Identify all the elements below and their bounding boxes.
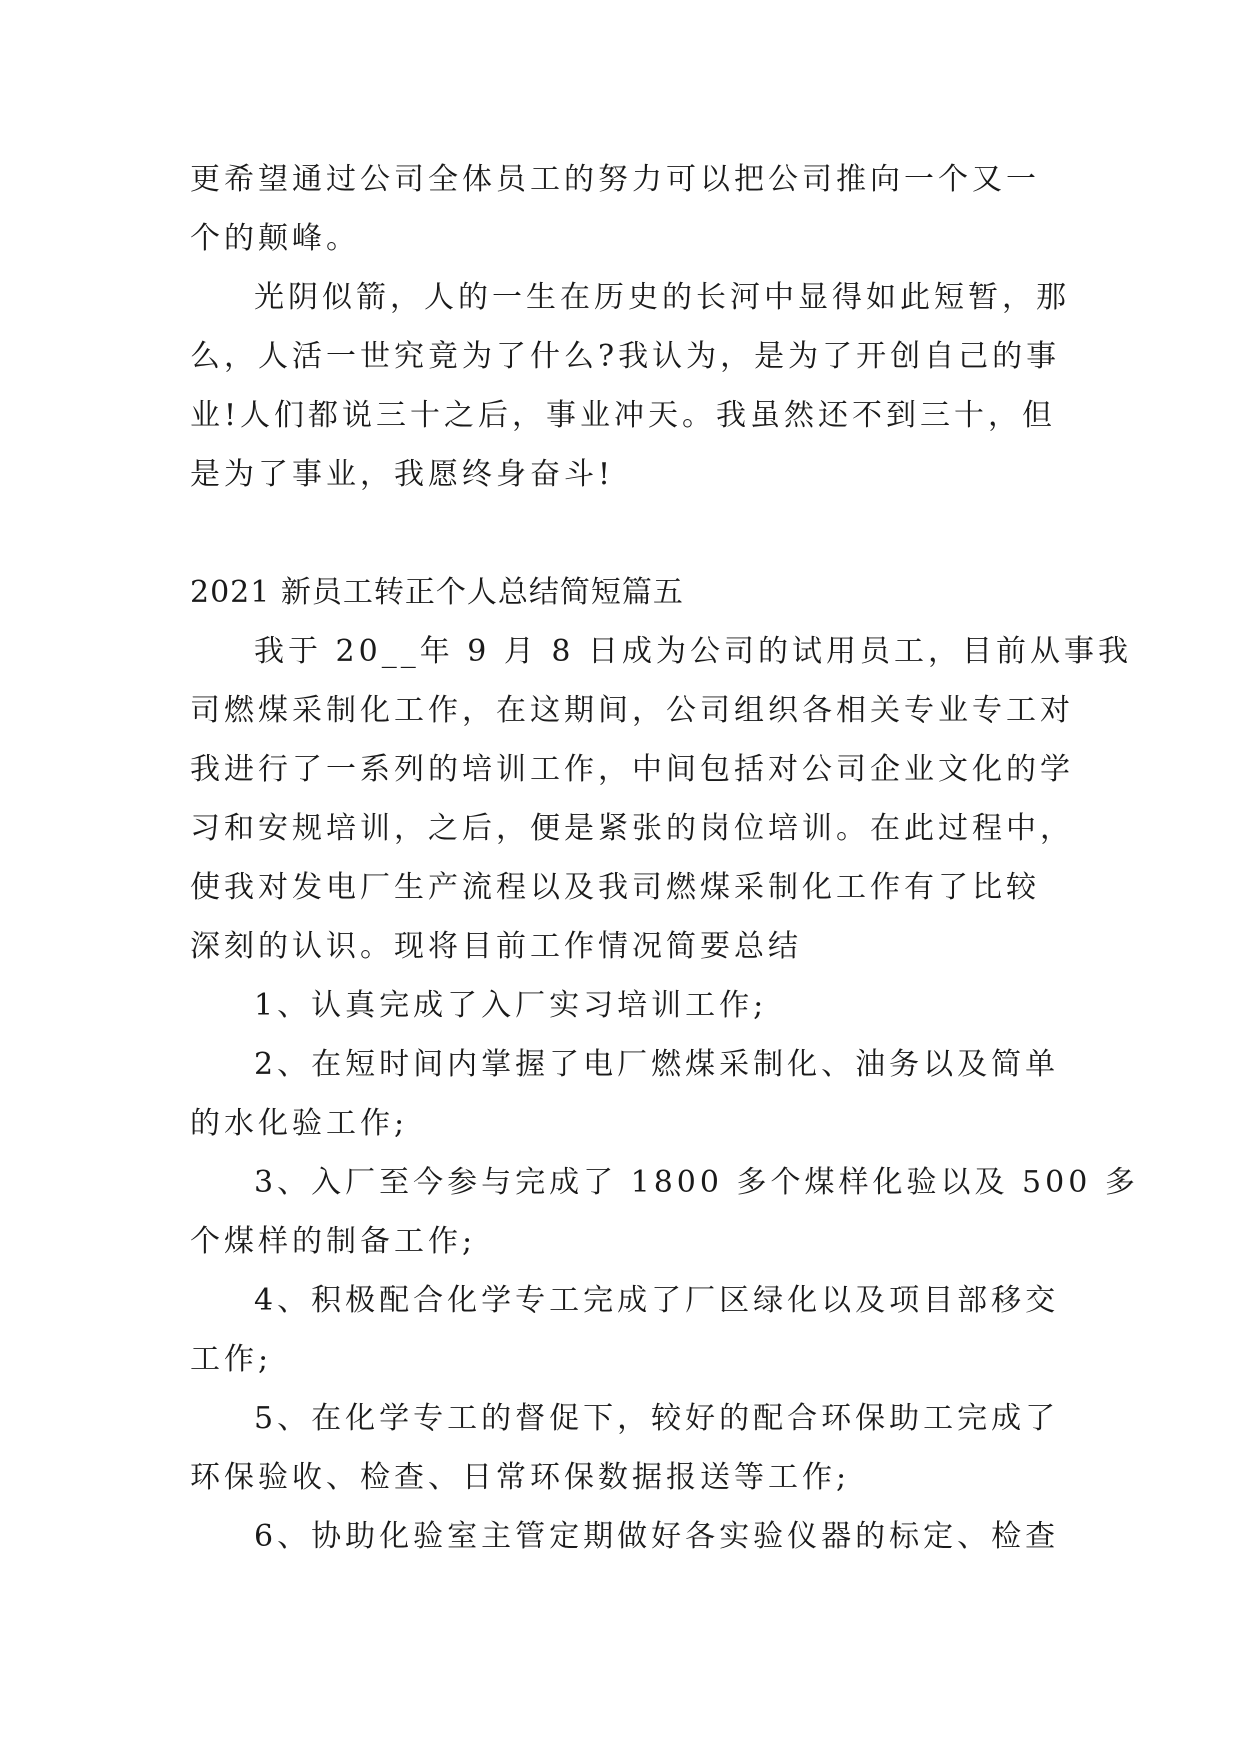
section-title: 2021 新员工转正个人总结简短篇五 (190, 575, 684, 610)
paragraph-line: 深刻的认识。现将目前工作情况简要总结 (190, 929, 802, 964)
paragraph-line: 习和安规培训，之后，便是紧张的岗位培训。在此过程中， (190, 811, 1074, 846)
paragraph-line: 司燃煤采制化工作，在这期间，公司组织各相关专业专工对 (190, 693, 1074, 728)
document-page (190, 150, 1139, 1566)
list-item: 6、协助化验室主管定期做好各实验仪器的标定、检查 (254, 1519, 1060, 1554)
paragraph-line: 光阴似箭，人的一生在历史的长河中显得如此短暂，那 (254, 280, 1070, 315)
paragraph-line: 是为了事业，我愿终身奋斗! (190, 457, 615, 492)
paragraph-line: 业!人们都说三十之后，事业冲天。我虽然还不到三十，但 (190, 398, 1057, 433)
paragraph-line: 我于 20__年 9 月 8 日成为公司的试用员工，目前从事我 (254, 634, 1133, 669)
list-item: 5、在化学专工的督促下，较好的配合环保助工完成了 (254, 1401, 1060, 1436)
list-item: 4、积极配合化学专工完成了厂区绿化以及项目部移交 (254, 1283, 1060, 1318)
paragraph-line: 个的颠峰。 (190, 221, 360, 256)
list-item: 3、入厂至今参与完成了 1800 多个煤样化验以及 500 多 (254, 1165, 1139, 1200)
paragraph-spacer (190, 504, 1050, 563)
paragraph-line: 更希望通过公司全体员工的努力可以把公司推向一个又一 (190, 162, 1040, 197)
paragraph-line: 使我对发电厂生产流程以及我司燃煤采制化工作有了比较 (190, 870, 1040, 905)
list-item: 1、认真完成了入厂实习培训工作; (254, 988, 768, 1023)
paragraph-line: 我进行了一系列的培训工作，中间包括对公司企业文化的学 (190, 752, 1074, 787)
list-item-continuation: 工作; (190, 1342, 273, 1377)
paragraph-line: 么，人活一世究竟为了什么?我认为，是为了开创自己的事 (190, 339, 1061, 374)
list-item-continuation: 个煤样的制备工作; (190, 1224, 477, 1259)
list-item-continuation: 环保验收、检查、日常环保数据报送等工作; (190, 1460, 851, 1495)
list-item: 2、在短时间内掌握了电厂燃煤采制化、油务以及简单 (254, 1047, 1060, 1082)
list-item-continuation: 的水化验工作; (190, 1106, 409, 1141)
